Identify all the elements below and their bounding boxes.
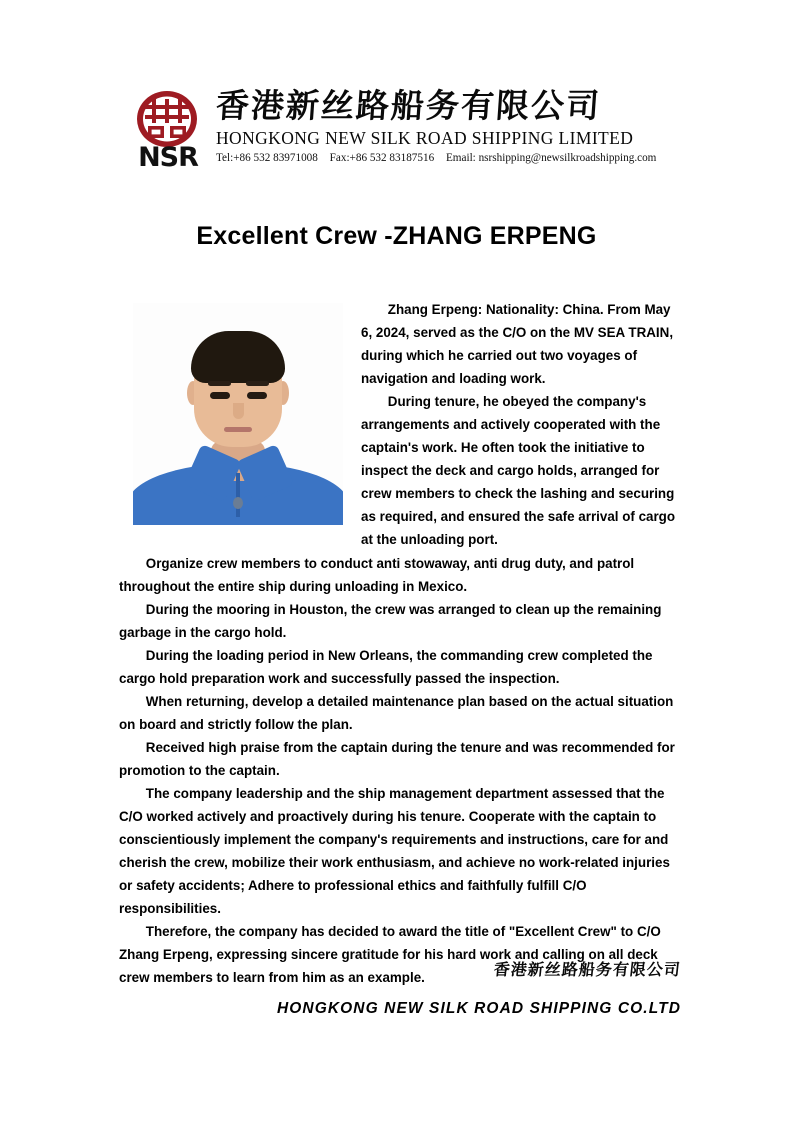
- document-body: [119, 298, 678, 989]
- body-paragraph: During the mooring in Houston, the crew was arranged to clean up the remaining garbage in the cargo hold.: [119, 601, 662, 640]
- body-paragraph: During tenure, he obeyed the company's arrangements and actively cooperated with the captain's work. He often took the initiative to inspect the deck and cargo holds, arranged for crew members to check the lashing and securing as required, and ensured the safe arrival of cargo at the unloading port.: [361, 394, 676, 548]
- company-logo: [128, 88, 208, 180]
- body-paragraph: Received high praise from the captain during the tenure and was recommended for promotion to the captain.: [119, 739, 675, 778]
- signature-company-en: HONGKONG NEW SILK ROAD SHIPPING CO.LTD: [276, 1000, 681, 1017]
- fax-text: Fax:+86 532 83187516: [329, 151, 435, 164]
- body-paragraph: Therefore, the company has decided to award the title of "Excellent Crew" to C/O Zhang Erpeng, expressing sincere gratitude for his hard work and calling on all deck crew members to learn from him as an example.: [119, 924, 661, 986]
- body-paragraph: During the loading period in New Orleans, the commanding crew completed the cargo hold preparation work and successfully passed the inspection.: [119, 647, 653, 686]
- company-name-cn: 香港新丝路船务有限公司: [214, 86, 603, 125]
- email-text: Email: nsrshipping@newsilkroadshipping.com: [445, 151, 657, 164]
- letterhead-text: [216, 88, 673, 164]
- company-name-en: HONGKONG NEW SILK ROAD SHIPPING LIMITED: [216, 127, 634, 148]
- contact-line: [216, 152, 673, 164]
- body-paragraph: When returning, develop a detailed maintenance plan based on the actual situation on board and strictly follow the plan.: [119, 693, 674, 732]
- body-paragraph: Zhang Erpeng: Nationality: China. From May 6, 2024, served as the C/O on the MV SEA TRAIN, during which he carried out two voyages of navigation and loading work.: [361, 302, 674, 387]
- body-paragraph: Organize crew members to conduct anti stowaway, anti drug duty, and patrol throughout the entire ship during unloading in Mexico.: [119, 555, 635, 594]
- nsr-seal-icon: [136, 88, 198, 150]
- signature-company-cn: 香港新丝路船务有限公司: [492, 960, 682, 979]
- body-paragraph: The company leadership and the ship management department assessed that the C/O worked actively and proactively during his tenure. Cooperate with the captain to conscientiously implement the company's requirements and instructions, care for and cherish the crew, mobilize their work enthusiasm, and achieve no work-related injuries or safety accidents; Adhere to professional ethics and faithfully fulfill C/O responsibilities.: [119, 785, 670, 917]
- page-title: Excellent Crew -ZHANG ERPENG: [196, 222, 597, 250]
- crew-portrait-photo: [133, 303, 343, 525]
- logo-wordmark: NSR: [138, 142, 198, 173]
- letterhead: [128, 88, 673, 180]
- telephone-text: Tel:+86 532 83971008: [216, 151, 318, 164]
